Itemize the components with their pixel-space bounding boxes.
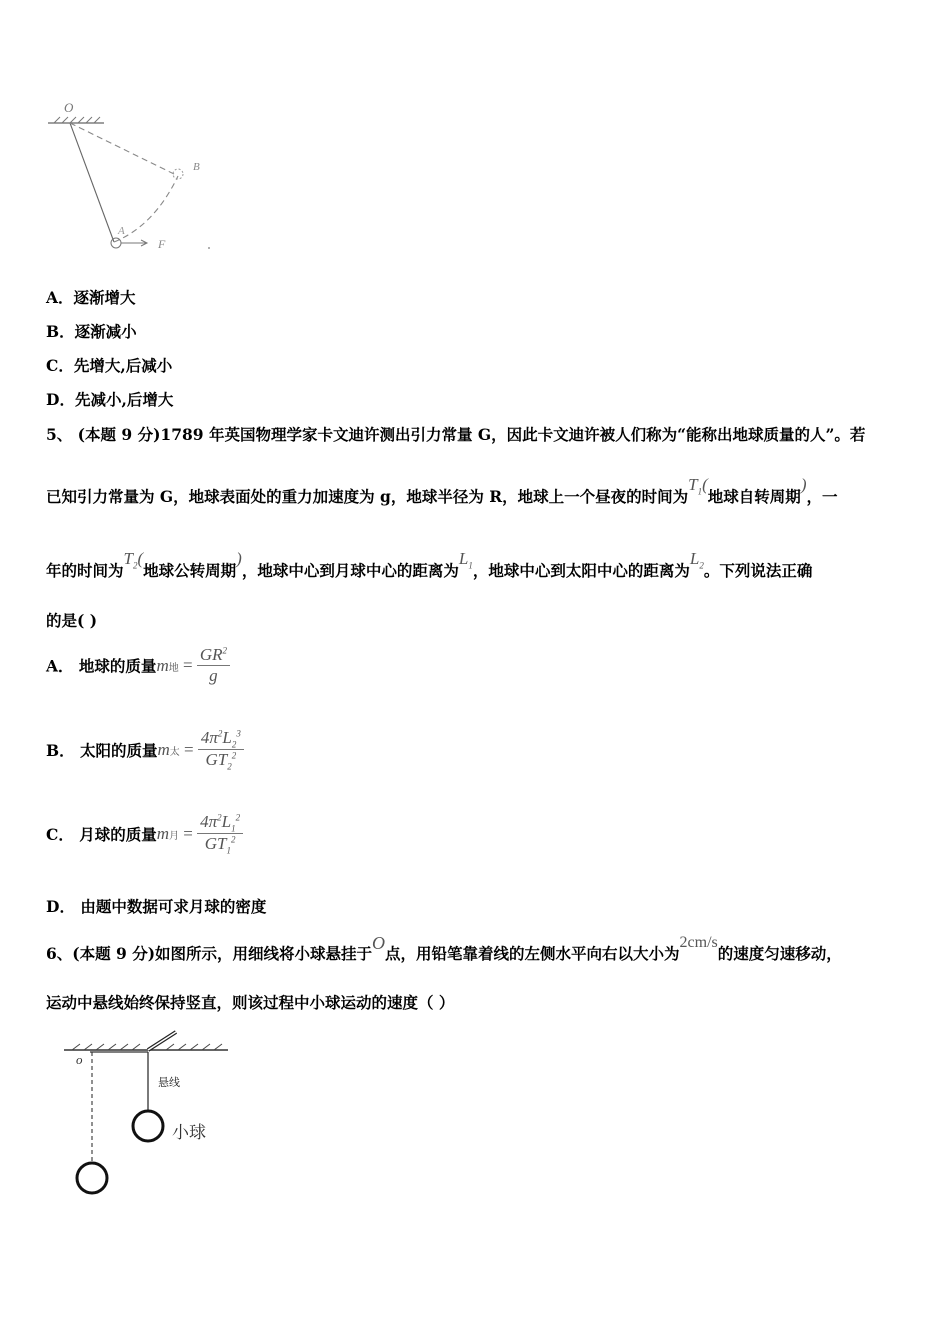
q5-stem-line1: 5、 (本题 9 分)1789 年英国物理学家卡文迪许测出引力常量 G，因此卡文迪许被人们称为“能称出地球质量的人”。若 — [46, 425, 866, 444]
figure2-label-ball: 小球 — [172, 1123, 206, 1143]
q6-stem-line2: 运动中悬线始终保持竖直，则该过程中小球运动的速度（ ） — [46, 993, 455, 1012]
q5-stem-line3: 年的时间为$T_2$(地球公转周期)，地球中心到月球中心的距离为$L_1$，地球中心到太阳中心的距离为$L_2$。下列说法正确 — [46, 549, 813, 580]
hanging-ball-figure — [62, 1026, 237, 1201]
figure2-label-o: o — [76, 1052, 83, 1067]
figure-label-a: A — [118, 225, 125, 237]
q5-option-a: A． 地球的质量m地 = $\frac{GR^2}{g}$ — [46, 645, 230, 686]
q5-stem-line4: 的是( ) — [46, 611, 98, 630]
q5-option-b: B． 太阳的质量m太 = $\frac{4\pi^2L_2^3}{GT_2^2}$ — [46, 728, 244, 772]
q4-option-a: A．逐渐增大 — [46, 288, 136, 307]
q5-stem-line2: 已知引力常量为 G，地球表面处的重力加速度为 g，地球半径为 R，地球上一个昼夜的时间为$T_1$(地球自转周期)，一 — [46, 475, 838, 506]
q5-option-c: C． 月球的质量m月 = $\frac{4\pi^2L_1^2}{GT_1^2}$ — [46, 812, 243, 856]
q6-stem-line1: 6、(本题 9 分)如图所示，用细线将小球悬挂于O点，用铅笔靠着线的左侧水平向右以大小为2cm/s的速度匀速移动， — [46, 933, 842, 963]
figure2-label-thread: 悬线 — [158, 1076, 180, 1089]
q4-option-c: C．先增大,后减小 — [46, 356, 173, 375]
figure-label-f: F — [158, 237, 166, 251]
pendulum-figure — [44, 96, 219, 256]
q4-option-b: B．逐渐减小 — [46, 322, 137, 341]
q4-option-d: D．先减小,后增大 — [46, 390, 174, 409]
figure-label-b: B — [193, 161, 200, 173]
figure-label-o: O — [64, 100, 74, 115]
q5-option-d: D． 由题中数据可求月球的密度 — [46, 897, 267, 916]
